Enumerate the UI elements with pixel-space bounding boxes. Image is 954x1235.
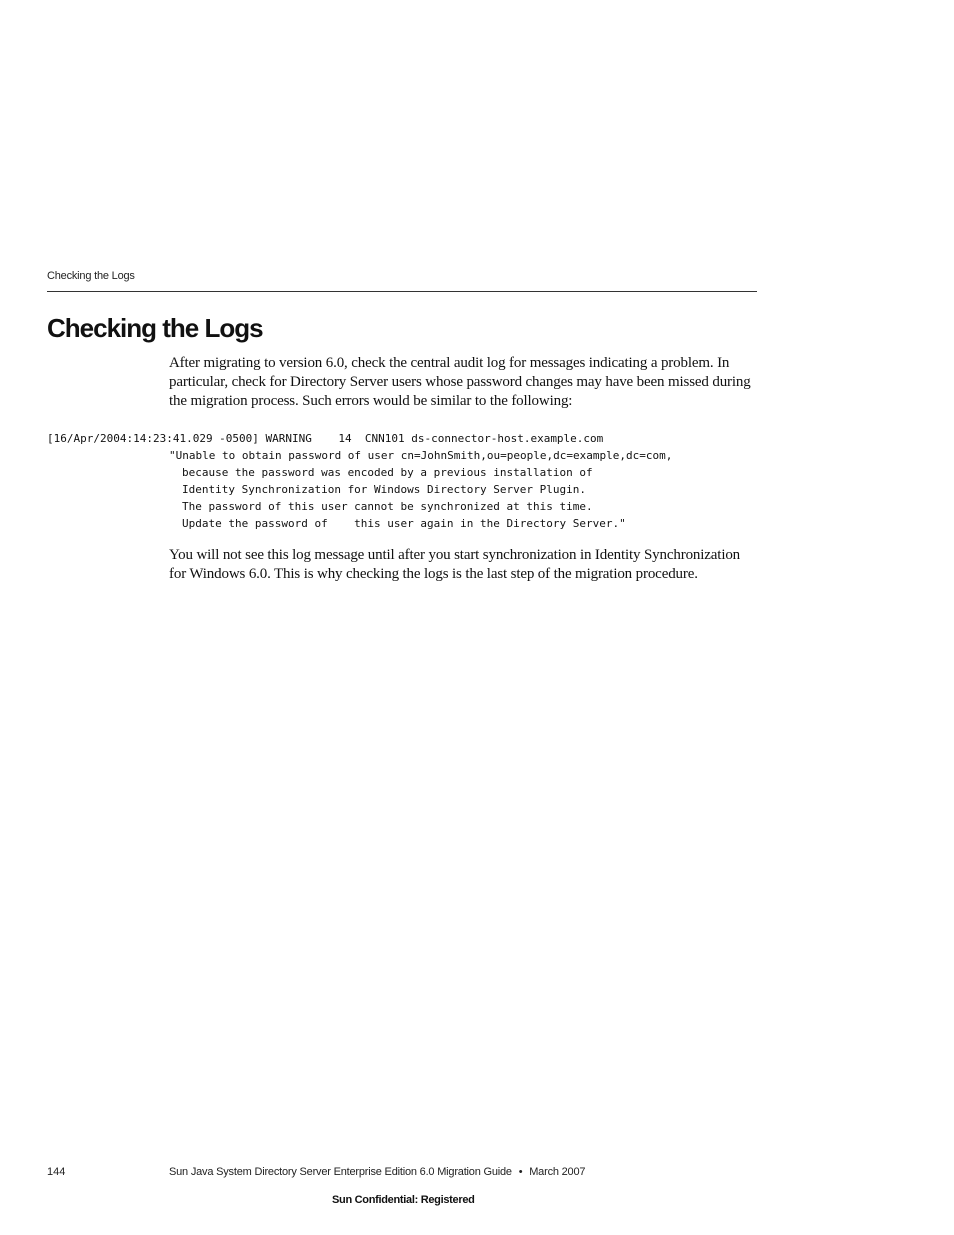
log-line: "Unable to obtain password of user cn=JohnSmith,ou=people,dc=example,dc=com, [169, 449, 673, 462]
closing-paragraph: You will not see this log message until after you start synchronization in Identity Synchronization for Windows 6.0. This is why checking the logs is the last step of the migration procedure. [169, 547, 741, 582]
book-title: Sun Java System Directory Server Enterprise Edition 6.0 Migration Guide [169, 1166, 512, 1178]
page-title: Checking the Logs [47, 313, 263, 343]
log-line: The password of this user cannot be synchronized at this time. [182, 500, 593, 513]
log-example-code-block [47, 430, 747, 532]
intro-paragraph: After migrating to version 6.0, check the central audit log for messages indicating a problem. In particular, check for Directory Server users whose password changes may have been missed during the migration process. Such errors would be similar to the following: [169, 355, 751, 409]
log-line: Update the password of this user again in the Directory Server." [182, 517, 626, 530]
running-header: Checking the Logs [47, 270, 135, 282]
confidentiality-notice: Sun Confidential: Registered [332, 1194, 475, 1206]
log-line: because the password was encoded by a previous installation of [182, 466, 593, 479]
log-line: [16/Apr/2004:14:23:41.029 -0500] WARNING 14 CNN101 ds-connector-host.example.com [47, 432, 604, 445]
publication-date: March 2007 [529, 1166, 586, 1178]
log-line: Identity Synchronization for Windows Directory Server Plugin. [182, 483, 586, 496]
page-number: 144 [47, 1166, 66, 1178]
header-divider [47, 291, 757, 292]
footer-book-title [169, 1164, 585, 1180]
bullet-separator: • [518, 1166, 523, 1178]
